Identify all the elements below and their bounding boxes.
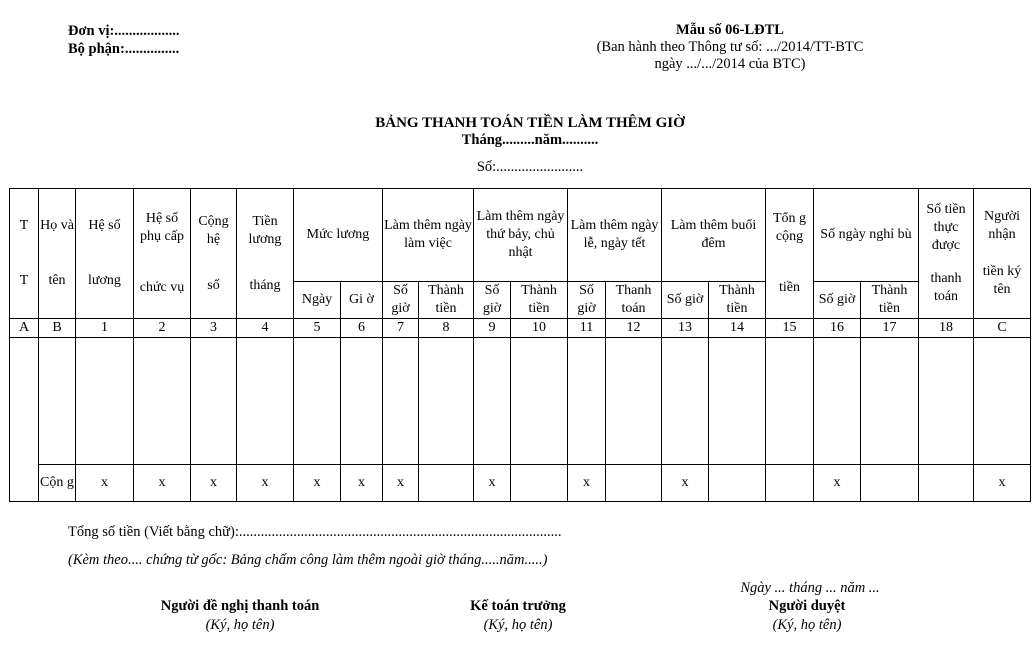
total-cell[interactable] xyxy=(709,465,766,502)
issued-by-line1: (Ban hành theo Thông tư số: .../2014/TT-BTC xyxy=(596,39,864,55)
index-cell: 6 xyxy=(341,319,383,338)
index-cell: 12 xyxy=(606,319,662,338)
total-label: Cộn g xyxy=(39,465,76,502)
total-cell[interactable] xyxy=(919,465,974,502)
total-cell[interactable] xyxy=(419,465,474,502)
index-cell: 3 xyxy=(191,319,237,338)
index-cell: 7 xyxy=(383,319,419,338)
header-holiday-hours: Số giờ xyxy=(568,282,606,319)
data-cell[interactable] xyxy=(294,338,341,465)
header-total-coefficient: Cộng hệ số xyxy=(191,189,237,319)
data-cell[interactable] xyxy=(134,338,191,465)
total-cell[interactable] xyxy=(861,465,919,502)
header-allowance-coefficient: Hệ số phụ cấp chức vụ xyxy=(134,189,191,319)
data-cell[interactable] xyxy=(974,338,1031,465)
header-total-amount: Tổn g cộng tiền xyxy=(766,189,814,319)
signer-chief-accountant xyxy=(398,597,638,635)
signer-title: Người đề nghị thanh toán xyxy=(160,598,320,614)
header-workday-amount: Thành tiền xyxy=(419,282,474,319)
total-cell: x xyxy=(341,465,383,502)
total-cell: x xyxy=(191,465,237,502)
data-cell[interactable] xyxy=(39,338,76,465)
data-cell[interactable] xyxy=(419,338,474,465)
header-stt: T T xyxy=(10,189,39,319)
unit-label: Đơn vị:.................. xyxy=(68,23,180,39)
signer-title: Kế toán trưởng xyxy=(470,598,566,614)
data-cell[interactable] xyxy=(341,338,383,465)
header-rate-day: Ngày xyxy=(294,282,341,319)
header-name: Họ và tên xyxy=(39,189,76,319)
overtime-table xyxy=(9,188,1031,502)
total-cell: x xyxy=(662,465,709,502)
total-cell[interactable] xyxy=(606,465,662,502)
data-cell[interactable] xyxy=(606,338,662,465)
header-holiday-payment: Thanh toán xyxy=(606,282,662,319)
department-label: Bộ phận:............... xyxy=(68,41,180,57)
signer-requester xyxy=(120,597,360,635)
unit-info xyxy=(68,22,180,58)
header-rate-group: Mức lương xyxy=(294,189,383,282)
index-cell: 13 xyxy=(662,319,709,338)
index-cell: 9 xyxy=(474,319,511,338)
signer-approver xyxy=(687,597,927,635)
total-row xyxy=(10,465,1031,502)
index-cell: 16 xyxy=(814,319,861,338)
header-night-group: Làm thêm buổi đêm xyxy=(662,189,766,282)
data-cell[interactable] xyxy=(237,338,294,465)
header-compensatory-group: Số ngày nghỉ bù xyxy=(814,189,919,282)
total-cell: x xyxy=(294,465,341,502)
index-row xyxy=(10,319,1031,338)
form-info xyxy=(580,22,880,73)
index-cell: 18 xyxy=(919,319,974,338)
header-comp-amount: Thành tiền xyxy=(861,282,919,319)
header-weekend-hours: Số giờ xyxy=(474,282,511,319)
total-cell: x xyxy=(974,465,1031,502)
header-net-payment: Số tiền thực được thanh toán xyxy=(919,189,974,319)
header-night-amount: Thành tiền xyxy=(709,282,766,319)
stt-cell[interactable] xyxy=(10,338,39,502)
header-weekend-group: Làm thêm ngày thứ bảy, chủ nhật xyxy=(474,189,568,282)
total-in-words[interactable]: Tổng số tiền (Viết bằng chữ):......................................................................................... xyxy=(68,524,562,540)
title-block xyxy=(300,115,760,176)
data-cell[interactable] xyxy=(191,338,237,465)
data-cell[interactable] xyxy=(383,338,419,465)
index-cell: 11 xyxy=(568,319,606,338)
signer-note: (Ký, họ tên) xyxy=(205,617,275,633)
data-cell[interactable] xyxy=(511,338,568,465)
signer-title: Người duyệt xyxy=(768,598,846,614)
header-monthly-salary: Tiền lương tháng xyxy=(237,189,294,319)
data-cell[interactable] xyxy=(919,338,974,465)
total-cell: x xyxy=(237,465,294,502)
header-night-hours: Số giờ xyxy=(662,282,709,319)
total-cell: x xyxy=(474,465,511,502)
data-cell[interactable] xyxy=(568,338,606,465)
header-workday-hours: Số giờ xyxy=(383,282,419,319)
data-cell[interactable] xyxy=(766,338,814,465)
total-cell: x xyxy=(76,465,134,502)
document-number: Số:........................ xyxy=(476,159,584,175)
total-cell: x xyxy=(134,465,191,502)
data-cell[interactable] xyxy=(474,338,511,465)
data-cell[interactable] xyxy=(814,338,861,465)
index-cell: B xyxy=(39,319,76,338)
data-cell[interactable] xyxy=(76,338,134,465)
index-cell: 5 xyxy=(294,319,341,338)
index-cell: A xyxy=(10,319,39,338)
header-comp-hours: Số giờ xyxy=(814,282,861,319)
form-code: Mẫu số 06-LĐTL xyxy=(676,22,784,38)
index-cell: 1 xyxy=(76,319,134,338)
index-cell: 4 xyxy=(237,319,294,338)
total-cell: x xyxy=(814,465,861,502)
data-cell[interactable] xyxy=(861,338,919,465)
total-cell: x xyxy=(568,465,606,502)
index-cell: 2 xyxy=(134,319,191,338)
page-title: BẢNG THANH TOÁN TIỀN LÀM THÊM GIỜ xyxy=(375,115,685,131)
header-salary-coefficient: Hệ số lương xyxy=(76,189,134,319)
total-cell: x xyxy=(383,465,419,502)
index-cell: 8 xyxy=(419,319,474,338)
index-cell: 10 xyxy=(511,319,568,338)
index-cell: 15 xyxy=(766,319,814,338)
index-cell: 17 xyxy=(861,319,919,338)
header-receiver-signature: Người nhận tiền ký tên xyxy=(974,189,1031,319)
signer-note: (Ký, họ tên) xyxy=(772,617,842,633)
header-rate-hour: Gi ờ xyxy=(341,282,383,319)
date-line: Ngày ... tháng ... năm ... xyxy=(740,580,880,596)
issued-by-line2: ngày .../.../2014 của BTC) xyxy=(654,56,806,72)
index-cell: 14 xyxy=(709,319,766,338)
total-cell[interactable] xyxy=(766,465,814,502)
header-workday-group: Làm thêm ngày làm việc xyxy=(383,189,474,282)
index-cell: C xyxy=(974,319,1031,338)
signer-note: (Ký, họ tên) xyxy=(483,617,553,633)
data-cell[interactable] xyxy=(709,338,766,465)
header-holiday-group: Làm thêm ngày lễ, ngày tết xyxy=(568,189,662,282)
attachment-note: (Kèm theo.... chứng từ gốc: Bảng chấm công làm thêm ngoài giờ tháng.....năm.....) xyxy=(68,552,548,568)
data-cell[interactable] xyxy=(662,338,709,465)
header-weekend-amount: Thành tiền xyxy=(511,282,568,319)
total-cell[interactable] xyxy=(511,465,568,502)
data-entry-row[interactable] xyxy=(10,338,1031,465)
month-year: Tháng.........năm.......... xyxy=(461,132,599,148)
